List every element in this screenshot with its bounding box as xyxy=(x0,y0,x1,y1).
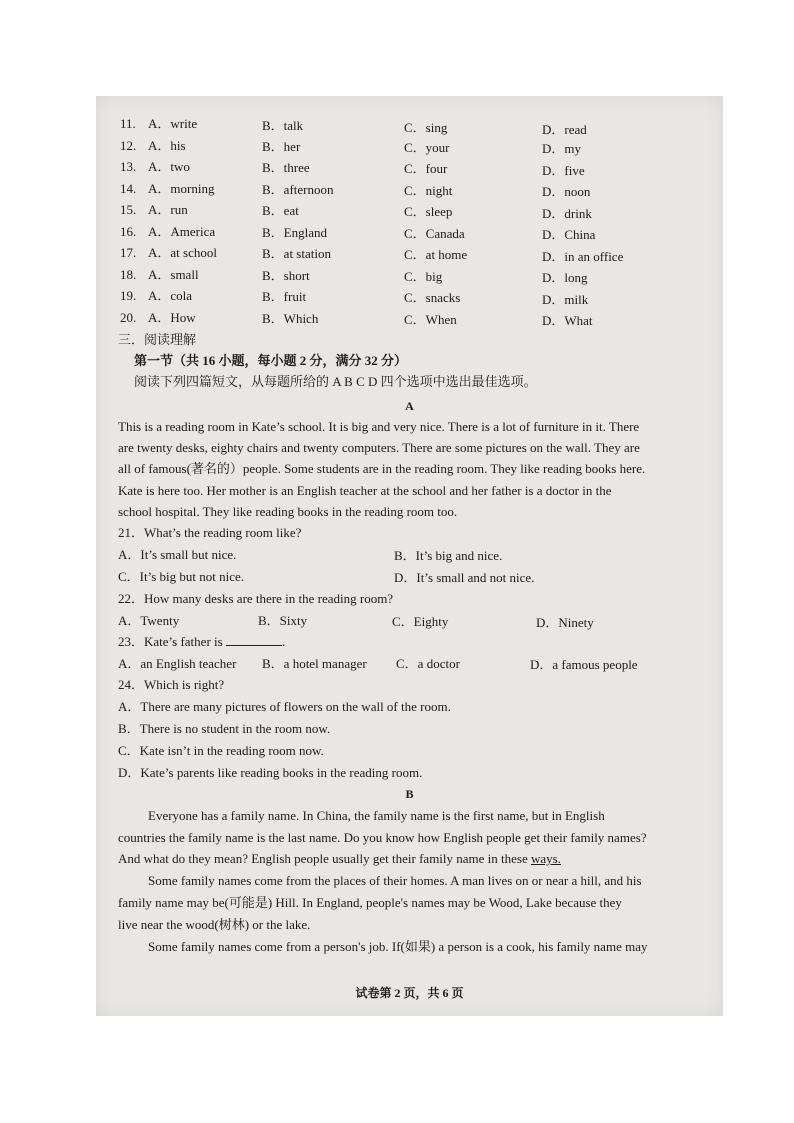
passage-a-line: school hospital. They like reading books in the reading room too. xyxy=(118,504,458,519)
cloze-row xyxy=(96,114,723,137)
cloze-option-b: B．eat xyxy=(262,203,299,219)
passage-b-line: live near the wood(树林) or the lake. xyxy=(118,917,311,932)
question-22-stem: 22．How many desks are there in the reading room? xyxy=(118,591,394,606)
question-number: 11. xyxy=(120,116,136,131)
question-21-option-c: C．It’s big but not nice. xyxy=(118,569,245,584)
passage-b-line: Everyone has a family name. In China, the family name is the first name, but in English xyxy=(148,808,605,823)
passage-a-line: This is a reading room in Kate’s school. It is big and very nice. There is a lot of furniture in it. There xyxy=(118,419,640,434)
question-21-option-a: A．It’s small but nice. xyxy=(118,547,237,562)
cloze-row xyxy=(96,243,723,263)
cloze-row xyxy=(96,157,723,177)
cloze-option-a: A．morning xyxy=(148,180,215,196)
question-21-option-d: D．It’s small and not nice. xyxy=(394,570,535,585)
question-24-option-c: C．Kate isn’t in the reading room now. xyxy=(118,743,324,758)
cloze-row xyxy=(96,308,723,328)
cloze-option-c: C．sleep xyxy=(404,204,453,220)
cloze-option-d: D．read xyxy=(542,122,587,137)
cloze-row xyxy=(96,286,723,306)
question-23-option-d: D．a famous people xyxy=(530,657,638,672)
cloze-option-a: A．run xyxy=(148,202,188,217)
question-22-option-d: D．Ninety xyxy=(536,615,594,630)
section-subtitle: 第一节（共 16 小题，每小题 2 分，满分 32 分） xyxy=(134,353,408,368)
passage-b-line: family name may be(可能是) Hill. In England, people's names may be Wood, Lake because they xyxy=(118,895,622,910)
cloze-option-b: B．afternoon xyxy=(262,181,334,197)
question-number: 19. xyxy=(120,288,137,303)
question-24-option-d: D．Kate’s parents like reading books in the reading room. xyxy=(118,765,423,780)
cloze-option-d: D．my xyxy=(542,141,582,157)
passage-b-line: Some family names come from a person's job. If(如果) a person is a cook, his family name may xyxy=(148,939,648,954)
question-number: 20. xyxy=(120,309,137,325)
cloze-option-b: B．England xyxy=(262,224,327,240)
question-22-option-c: C．Eighty xyxy=(392,614,449,629)
cloze-option-d: D．What xyxy=(542,313,593,329)
question-23-stem-end: . xyxy=(281,634,286,649)
exam-page xyxy=(96,96,723,1016)
cloze-option-d: D．drink xyxy=(542,205,592,221)
cloze-option-d: D．long xyxy=(542,270,588,286)
instructions: 阅读下列四篇短文，从每题所给的 A B C D 四个选项中选出最佳选项。 xyxy=(134,374,537,389)
passage-a-line: all of famous(著名的）people. Some students are in the reading room. They like reading books here. xyxy=(118,461,646,476)
cloze-option-b: B．Which xyxy=(262,310,319,326)
cloze-option-c: C．Canada xyxy=(404,225,465,241)
cloze-option-d: D．milk xyxy=(542,291,589,307)
cloze-option-b: B．her xyxy=(262,138,301,154)
cloze-option-c: C．sing xyxy=(404,120,448,135)
cloze-row xyxy=(96,200,723,220)
cloze-option-c: C．your xyxy=(404,139,450,155)
passage-b-text: And what do they mean? English people usually get their family name in these xyxy=(118,851,532,866)
question-24-option-b: B．There is no student in the room now. xyxy=(118,721,331,736)
cloze-option-a: A．two xyxy=(148,159,190,174)
cloze-option-a: A．How xyxy=(148,309,196,325)
passage-b-line xyxy=(118,849,561,869)
cloze-option-c: C．at home xyxy=(404,247,468,263)
answer-blank xyxy=(226,632,282,646)
question-21-option-b: B．It’s big and nice. xyxy=(394,548,503,563)
question-23-stem-text: 23．Kate’s father is xyxy=(118,634,223,649)
page-footer: 试卷第 2 页，共 6 页 xyxy=(355,986,464,1000)
passage-b-label: B xyxy=(405,787,414,801)
cloze-option-d: D．five xyxy=(542,162,585,178)
cloze-option-a: A．at school xyxy=(148,245,217,260)
question-number: 15. xyxy=(120,202,137,217)
cloze-option-b: B．talk xyxy=(262,118,304,133)
cloze-row xyxy=(96,136,723,156)
cloze-row xyxy=(96,265,723,285)
question-23-option-b: B．a hotel manager xyxy=(262,656,367,671)
cloze-option-a: A．write xyxy=(148,116,198,131)
question-24-option-a: A．There are many pictures of flowers on the wall of the room. xyxy=(118,699,451,714)
passage-b-line: Some family names come from the places of their homes. A man lives on or near a hill, and his xyxy=(148,873,642,888)
cloze-option-c: C．When xyxy=(404,311,457,327)
cloze-option-b: B．short xyxy=(262,267,310,283)
cloze-option-a: A．his xyxy=(148,137,186,153)
cloze-option-d: D．China xyxy=(542,227,596,243)
question-number: 14. xyxy=(120,180,137,196)
question-24-stem: 24．Which is right? xyxy=(118,677,225,692)
cloze-option-c: C．night xyxy=(404,182,453,198)
passage-a-line: Kate is here too. Her mother is an English teacher at the school and her father is a doctor in the xyxy=(118,483,612,498)
cloze-option-d: D．in an office xyxy=(542,248,624,264)
question-number: 12. xyxy=(120,137,137,153)
cloze-option-b: B．at station xyxy=(262,246,331,262)
cloze-option-b: B．three xyxy=(262,160,310,176)
question-22-option-b: B．Sixty xyxy=(258,613,308,628)
question-22-option-a: A．Twenty xyxy=(118,613,180,628)
cloze-option-c: C．four xyxy=(404,161,448,177)
passage-a-label: A xyxy=(405,399,414,413)
cloze-option-c: C．big xyxy=(404,268,443,284)
question-23-stem xyxy=(118,632,285,652)
question-number: 17. xyxy=(120,245,137,260)
question-number: 16. xyxy=(120,223,137,239)
cloze-option-a: A．cola xyxy=(148,288,193,303)
cloze-option-d: D．noon xyxy=(542,184,591,200)
question-21-stem: 21．What’s the reading room like? xyxy=(118,525,302,540)
cloze-option-a: A．America xyxy=(148,223,216,239)
cloze-option-a: A．small xyxy=(148,266,199,282)
passage-a-line: are twenty desks, eighty chairs and twenty computers. There are some pictures on the wall. They are xyxy=(118,440,640,455)
question-23-option-a: A．an English teacher xyxy=(118,656,237,671)
cloze-option-b: B．fruit xyxy=(262,289,307,305)
underlined-word: ways. xyxy=(531,851,561,866)
question-23-option-c: C．a doctor xyxy=(396,656,460,671)
cloze-row xyxy=(96,179,723,199)
question-number: 18. xyxy=(120,266,137,282)
question-number: 13. xyxy=(120,159,137,174)
passage-b-line: countries the family name is the last name. Do you know how English people get their family names? xyxy=(118,830,647,845)
section-title: 三．阅读理解 xyxy=(118,332,197,347)
cloze-option-c: C．snacks xyxy=(404,290,461,306)
cloze-row xyxy=(96,222,723,242)
